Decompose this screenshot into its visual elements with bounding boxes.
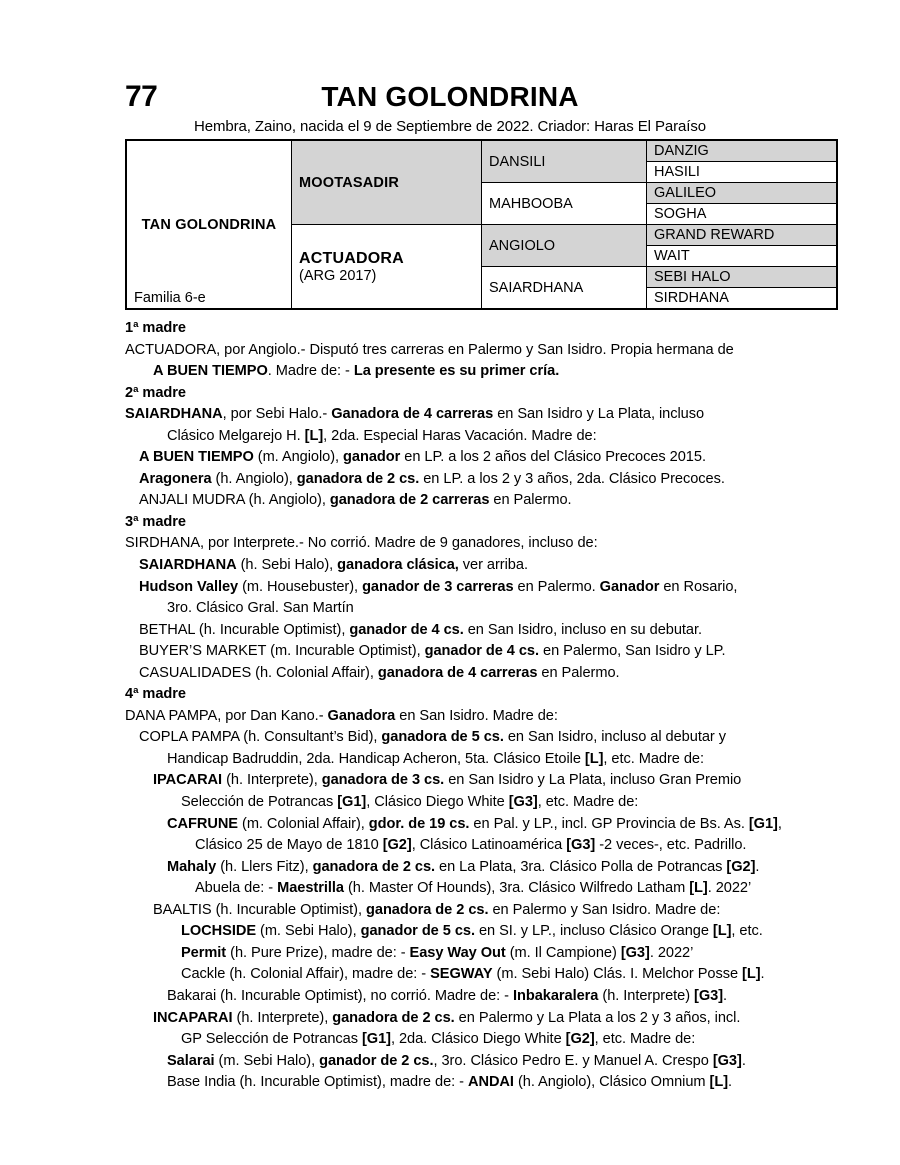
narrative-line: Mahaly (h. Llers Fitz), ganadora de 2 cs. en La Plata, 3ra. Clásico Polla de Potrancas [G2]. [167, 858, 760, 875]
narrative-line: Permit (h. Pure Prize), madre de: - Easy Way Out (m. Il Campione) [G3]. 2022’ [181, 944, 694, 961]
pedigree-sire-dam-sire: GALILEO [647, 183, 838, 204]
narrative-line: ANJALI MUDRA (h. Angiolo), ganadora de 2 carreras en Palermo. [139, 492, 572, 509]
narrative-line: INCAPARAI (h. Interprete), ganadora de 2 cs. en Palermo y La Plata a los 2 y 3 años, incl. [153, 1009, 741, 1026]
narrative-line: CAFRUNE (m. Colonial Affair), gdor. de 19 cs. en Pal. y LP., incl. GP Provincia de Bs. As. [G1], [167, 815, 782, 832]
pedigree-dam-origin: (ARG 2017) [299, 267, 377, 284]
generation-heading: 1ª madre [125, 320, 186, 336]
pedigree-dam-dam-dam: SIRDHANA [647, 288, 838, 310]
pedigree-sire-sire-dam: HASILI [647, 162, 838, 183]
narrative-line: SAIARDHANA (h. Sebi Halo), ganadora clásica, ver arriba. [139, 557, 528, 574]
narrative-line: Aragonera (h. Angiolo), ganadora de 2 cs. en LP. a los 2 y 3 años, 2da. Clásico Precoces. [139, 470, 725, 487]
pedigree-narrative [125, 318, 790, 1094]
narrative-line: SIRDHANA, por Interprete.- No corrió. Madre de 9 ganadores, incluso de: [125, 535, 598, 552]
pedigree-dam-name: ACTUADORA [299, 249, 404, 267]
narrative-line: Clásico 25 de Mayo de 1810 [G2], Clásico Latinoamérica [G3] -2 veces-, etc. Padrillo. [195, 837, 747, 854]
narrative-line: Salarai (m. Sebi Halo), ganador de 2 cs., 3ro. Clásico Pedro E. y Manuel A. Crespo [G3]. [167, 1052, 746, 1069]
pedigree-dam [292, 225, 482, 310]
page-title: TAN GOLONDRINA [321, 81, 579, 112]
pedigree-dam-dam-sire: SEBI HALO [647, 267, 838, 288]
pedigree-subject-name: TAN GOLONDRINA [141, 216, 277, 233]
horse-description: Hembra, Zaino, nacida el 9 de Septiembre de 2022. Criador: Haras El Paraíso [194, 118, 706, 135]
narrative-line: Selección de Potrancas [G1], Clásico Diego White [G3], etc. Madre de: [181, 794, 639, 811]
narrative-line: Hudson Valley (m. Housebuster), ganador de 3 carreras en Palermo. Ganador en Rosario, [139, 578, 738, 595]
pedigree-dam-sire: ANGIOLO [482, 225, 647, 267]
generation-heading: 4ª madre [125, 686, 186, 703]
pedigree-family: Familia 6-e [134, 290, 206, 306]
pedigree-table [125, 139, 838, 310]
narrative-line: Base India (h. Incurable Optimist), madre de: - ANDAI (h. Angiolo), Clásico Omnium [L]. [167, 1074, 733, 1091]
generation-heading: 3ª madre [125, 513, 186, 530]
narrative-line: Handicap Badruddin, 2da. Handicap Acheron, 5ta. Clásico Etoile [L], etc. Madre de: [167, 750, 704, 767]
narrative-line: Abuela de: - Maestrilla (h. Master Of Hounds), 3ra. Clásico Wilfredo Latham [L]. 2022’ [195, 880, 752, 897]
generation-heading: 2ª madre [125, 384, 186, 401]
table-row [126, 140, 837, 162]
narrative-line: IPACARAI (h. Interprete), ganadora de 3 cs. en San Isidro y La Plata, incluso Gran Premio [153, 772, 742, 789]
narrative-line: COPLA PAMPA (h. Consultant’s Bid), ganadora de 5 cs. en San Isidro, incluso al debutar y [139, 729, 726, 746]
pedigree-dam-sire-sire: GRAND REWARD [647, 225, 838, 246]
narrative-line: DANA PAMPA, por Dan Kano.- Ganadora en San Isidro. Madre de: [125, 707, 558, 724]
narrative-line: LOCHSIDE (m. Sebi Halo), ganador de 5 cs. en SI. y LP., incluso Clásico Orange [L], etc. [181, 923, 763, 940]
narrative-line: 3ro. Clásico Gral. San Martín [167, 600, 354, 617]
narrative-line: SAIARDHANA, por Sebi Halo.- Ganadora de 4 carreras en San Isidro y La Plata, incluso [125, 406, 705, 423]
narrative-line: A BUEN TIEMPO (m. Angiolo), ganador en LP. a los 2 años del Clásico Precoces 2015. [139, 449, 706, 466]
narrative-line: Clásico Melgarejo H. [L], 2da. Especial Haras Vacación. Madre de: [167, 427, 597, 444]
pedigree-subject-cell [126, 140, 292, 309]
pedigree-dam-sire-dam: WAIT [647, 246, 838, 267]
narrative-line: A BUEN TIEMPO. Madre de: - La presente es su primer cría. [153, 363, 560, 380]
narrative-line: CASUALIDADES (h. Colonial Affair), ganadora de 4 carreras en Palermo. [139, 664, 620, 681]
pedigree-sire-sire: DANSILI [482, 140, 647, 183]
pedigree-sire-sire-sire: DANZIG [647, 140, 838, 162]
narrative-line: ACTUADORA, por Angiolo.- Disputó tres carreras en Palermo y San Isidro. Propia hermana de [125, 341, 734, 358]
pedigree-sire-dam-dam: SOGHA [647, 204, 838, 225]
narrative-line: Cackle (h. Colonial Affair), madre de: - SEGWAY (m. Sebi Halo) Clás. I. Melchor Posse [L]. [181, 966, 765, 983]
catalog-number: 77 [125, 80, 158, 113]
narrative-line: BUYER’S MARKET (m. Incurable Optimist), ganador de 4 cs. en Palermo, San Isidro y LP. [139, 643, 726, 660]
narrative-line: GP Selección de Potrancas [G1], 2da. Clásico Diego White [G2], etc. Madre de: [181, 1031, 696, 1048]
pedigree-sire: MOOTASADIR [292, 140, 482, 225]
narrative-line: BETHAL (h. Incurable Optimist), ganador de 4 cs. en San Isidro, incluso en su debutar. [139, 621, 702, 638]
page-header [125, 80, 775, 137]
narrative-line: BAALTIS (h. Incurable Optimist), ganadora de 2 cs. en Palermo y San Isidro. Madre de: [153, 901, 721, 918]
pedigree-dam-dam: SAIARDHANA [482, 267, 647, 310]
pedigree-sire-dam: MAHBOOBA [482, 183, 647, 225]
narrative-line: Bakarai (h. Incurable Optimist), no corrió. Madre de: - Inbakaralera (h. Interprete) [G3]. [167, 987, 728, 1004]
title-row [125, 80, 775, 114]
